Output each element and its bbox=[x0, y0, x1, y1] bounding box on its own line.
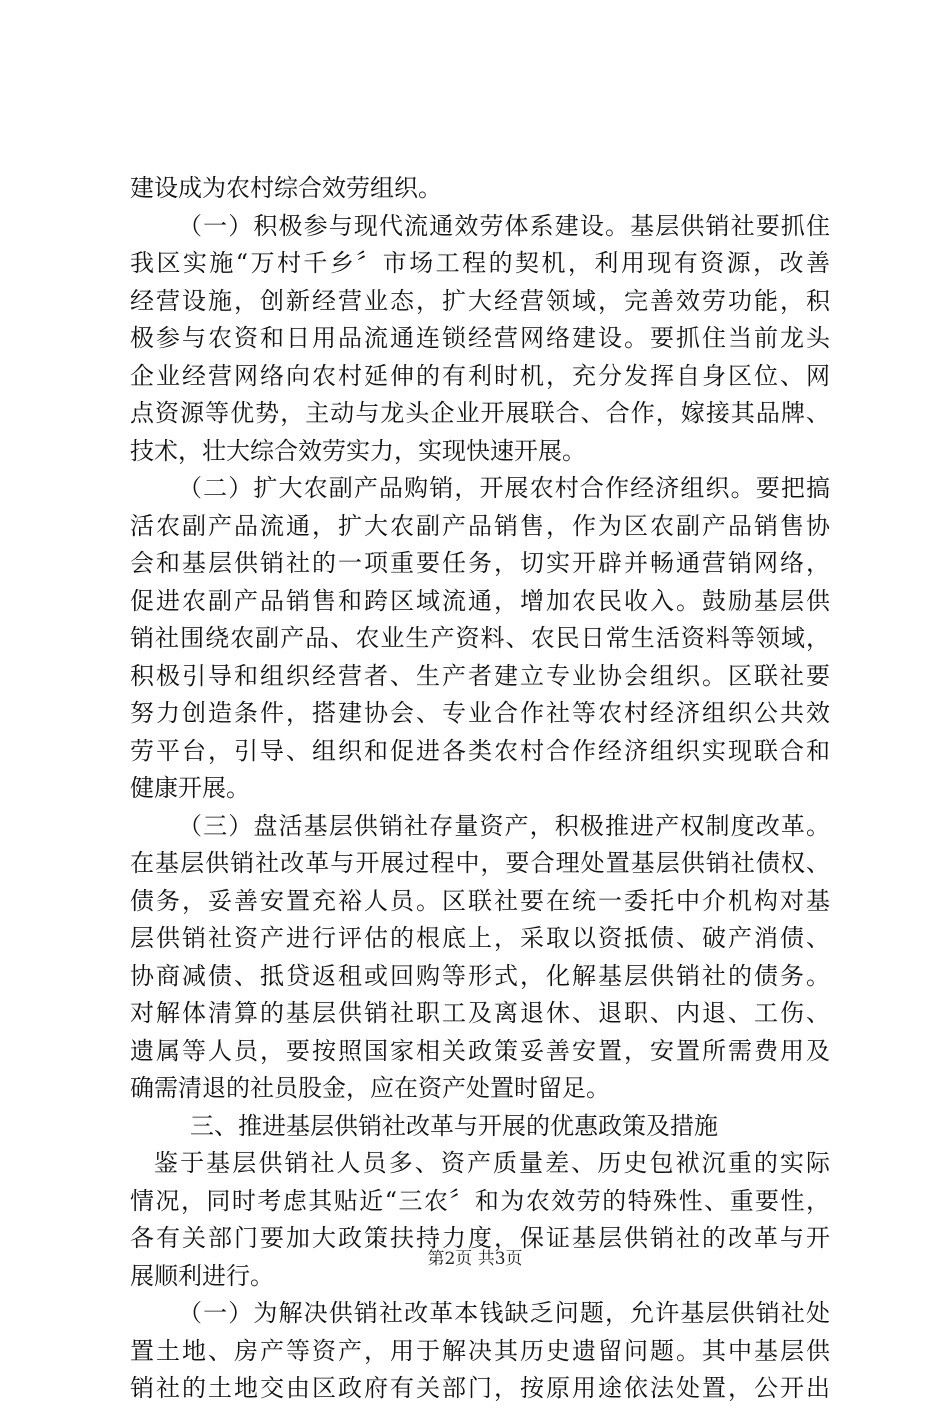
text-line: 促进农副产品销售和跨区域流通，增加农民收入。鼓励基层供 bbox=[130, 586, 830, 615]
page-footer bbox=[0, 1244, 950, 1269]
text-line: 情况，同时考虑其贴近“三农〞和为农效劳的特殊性、重要性， bbox=[130, 1186, 830, 1215]
text-line: 活农副产品流通，扩大农副产品销售，作为区农副产品销售协 bbox=[130, 511, 830, 540]
paragraph-heading-line: （二）扩大农副产品购销，开展农村合作经济组织。要把搞 bbox=[178, 474, 830, 502]
text-line: 积极引导和组织经营者、生产者建立专业协会组织。区联社要 bbox=[130, 661, 830, 690]
text-line: 努力创造条件，搭建协会、专业合作社等农村经济组织公共效 bbox=[130, 699, 830, 727]
paragraph-heading-line: （三）盘活基层供销社存量资产，积极推进产权制度改革。 bbox=[178, 811, 830, 840]
text-line: 经营设施，创新经营业态，扩大经营领域，完善效劳功能，积 bbox=[130, 286, 830, 315]
text-line: 确需清退的社员股金，应在资产处置时留足。 bbox=[130, 1074, 610, 1102]
text-line: 劳平台，引导、组织和促进各类农村合作经济组织实现联合和 bbox=[130, 736, 830, 765]
text-line: 在基层供销社改革与开展过程中，要合理处置基层供销社债权、 bbox=[130, 849, 830, 877]
section-heading: 三、推进基层供销社改革与开展的优惠政策及措施 bbox=[190, 1111, 718, 1140]
text-line: 债务，妥善安置充裕人员。区联社要在统一委托中介机构对基 bbox=[130, 886, 830, 915]
paragraph-heading-line: （一）为解决供销社改革本钱缺乏问题，允许基层供销社处 bbox=[178, 1299, 830, 1327]
text-line: 销社围绕农副产品、农业生产资料、农民日常生活资料等领域， bbox=[130, 624, 830, 652]
text-line: 企业经营网络向农村延伸的有利时机，充分发挥自身区位、网 bbox=[130, 361, 830, 390]
paragraph-heading-line: （一）积极参与现代流通效劳体系建设。基层供销社要抓住 bbox=[178, 211, 830, 240]
text-line: 极参与农资和日用品流通连锁经营网络建设。要抓住当前龙头 bbox=[130, 324, 830, 352]
text-line: 展顺利进行。 bbox=[130, 1261, 274, 1290]
text-line: 销社的土地交由区政府有关部门，按原用途依法处置，公开出 bbox=[130, 1374, 830, 1402]
text-line: 遗属等人员，要按照国家相关政策妥善安置，安置所需费用及 bbox=[130, 1036, 830, 1065]
text-line: 健康开展。 bbox=[130, 774, 250, 802]
document-body bbox=[130, 170, 830, 1408]
text-line: 对解体清算的基层供销社职工及离退休、退职、内退、工伤、 bbox=[130, 999, 830, 1027]
paragraph-first-line: 鉴于基层供销社人员多、资产质量差、历史包袱沉重的实际 bbox=[154, 1149, 830, 1177]
text-line: 点资源等优势，主动与龙头企业开展联合、合作，嫁接其品牌、 bbox=[130, 399, 830, 427]
text-line: 各有关部门要加大政策扶持力度，保证基层供销社的改革与开 bbox=[130, 1224, 830, 1252]
text-line: 置土地、房产等资产，用于解决其历史遗留问题。其中基层供 bbox=[130, 1336, 830, 1365]
page-number-label: 第2页 共3页 bbox=[427, 1249, 523, 1269]
text-line: 层供销社资产进行评估的根底上，采取以资抵债、破产消债、 bbox=[130, 924, 830, 952]
text-line: 会和基层供销社的一项重要任务，切实开辟并畅通营销网络， bbox=[130, 549, 830, 577]
text-line: 协商减债、抵贷返租或回购等形式，化解基层供销社的债务。 bbox=[130, 961, 830, 990]
text-line: 技术，壮大综合效劳实力，实现快速开展。 bbox=[130, 436, 586, 465]
text-line: 建设成为农村综合效劳组织。 bbox=[130, 174, 442, 202]
text-line: 我区实施“万村千乡〞市场工程的契机，利用现有资源，改善 bbox=[130, 249, 830, 277]
